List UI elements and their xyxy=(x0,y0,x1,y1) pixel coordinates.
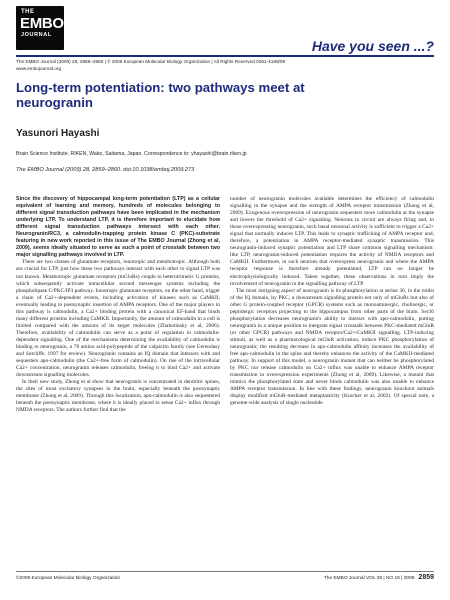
citation-line: The EMBO Journal (2009) 28, 2859–2860 | © 2009 European Molecular Biology Organization | All Rights Reserved 0261-4189/09 xyxy=(16,59,286,64)
body-column-right xyxy=(230,196,434,407)
article-title: Long-term potentiation: two pathways meet at neurogranin xyxy=(16,80,305,110)
page-number: 2859 xyxy=(418,574,434,581)
body-paragraph: The most intriguing aspect of neurogranin is its phosphorylation at serine 36, in the midst of the IQ domain, by PKC, a downstream signalling protein not only of mGluRs but also of other G protein-coupled receptor (GPCR) systems such as monoaminergic, cholinergic, or peptidergic receptors projecting to the hippocampus from other parts of the brain. Ser36 phosphorylation decreases neurogranin's ability to interact with apo-calmodulin, putting neurogranin in a unique position to integrate signal crosstalk between PKC-mediated mGluR (or other GPCR) pathways and NMDA receptor/Ca2+/CaMKII signalling. LTP-inducing stimuli, as well as a pharmacological mGluR activation, induce PKC phosphorylation of neurogranin; the resulting decrease in apo-calmodulin affinity increases the availability of free apo-calmodulin in the spine and thereby enhances the activity of the CaMKII-mediated pathway. In support of this model, a neurogranin mutant that can neither be phosphorylated by PKC nor release calmodulin on Ca2+ influx was unable to enhance AMPA receptor transmission in overexpression experiments (Zhong et al, 2009). Likewise, a mutant that mimics the phosphorylated state and never binds calmodulin was also unable to enhance AMPA receptor transmission. In line with these findings, neurogranin knockout animals display modified mGluR-mediated metaplasticity (Krucker et al, 2002). Of special note, a genome-wide analysis of single nucleotide xyxy=(230,287,434,407)
footer-copyright: ©2009 European Molecular Biology Organization xyxy=(16,576,121,581)
body-paragraph: In their new study, Zhong et al show that neurogranin is concentrated in dendritic spines, the sites of most excitatory synapses in the brain, especially beneath the postsynaptic membrane (Zhong et al, 2009). Through this localization, apo-calmodulin is also sequestered beneath the postsynaptic membrane, where it is ideally placed to sense Ca2+ influx through NMDA receptors. The authors further find that the xyxy=(16,379,220,414)
article-author: Yasunori Hayashi xyxy=(16,128,100,139)
section-banner: Have you seen ...? xyxy=(311,38,434,54)
body-column-left xyxy=(16,196,220,414)
logo-line-1: THE xyxy=(21,9,35,15)
journal-logo xyxy=(16,6,64,50)
logo-line-3: JOURNAL xyxy=(21,32,52,38)
journal-reference: The EMBO Journal (2009) 28, 2859–2860. doi:10.1038/emboj.2009.273 xyxy=(16,167,195,173)
journal-url[interactable]: www.embojournal.org xyxy=(16,66,62,71)
footer-issue xyxy=(324,574,434,581)
header-rule xyxy=(16,55,434,57)
body-paragraph: There are two classes of glutamate receptors, ionotropic and metabotropic. Although both are crucial for LTP, just how these two pathways interact with each other to signal LTP was not known. Metabotropic glutamate receptors (mGluRs) couple to heterotrimeric G proteins, which subsequently activate intracellular second messenger systems including the phospholipase C/PKC/IP3 pathway. Ionotropic glutamate receptors, on the other hand, trigger a chain of Ca2+-dependent events, including activation of kinases such as CaMKII, eventually leading to postsynaptic insertion of AMPA receptors. One of the major players in this pathway is calmodulin, a Ca2+ binding protein with a canonical EF-hand that binds many different proteins including CaMKII. Importantly, the amount of calmodulin in a cell is limited compared with the amount of its target molecules (Zhabotinsky et al, 2006). Therefore, availability of calmodulin can serve as a point of regulation in calmodulin-dependent signalling. One of the mechanisms determining the availability of calmodulin is binding to neurogranin, a 78 amino acid-polypeptide of the calpactin family (see Gerendasy and Sutcliffe, 1997 for review). Neurogranin contains an IQ domain that interacts with and sequesters apo-calmodulin (the Ca2+-free form of calmodulin). On rise of the intracellular Ca2+ concentration, neurogranin releases calmodulin, freeing it to bind Ca2+ and activate downstream signalling molecules. xyxy=(16,259,220,379)
lead-paragraph: Since the discovery of hippocampal long-term potentiation (LTP) as a cellular equivalent of learning and memory, hundreds of molecules belonging to different signal transduction pathways have been implicated in the mechanism underlying LTP. To understand LTP, it is therefore important to elucidate how different signal transduction pathways intersect with each other. Neurogranin/RC3, a calmodulin-trapping protein kinase C (PKC)-substrate featuring in new work reported in this issue of The EMBO Journal (Zhong et al, 2009), seems ideally situated to serve as such a point of crosstalk between two major signalling pathways involved in LTP. xyxy=(16,196,220,259)
footer-issue-text: The EMBO Journal VOL 28 | NO 19 | 2009 xyxy=(323,576,415,581)
footer-rule xyxy=(16,571,434,572)
logo-line-2: EMBO xyxy=(20,15,64,32)
body-paragraph: number of neurogranin molecules available determines the efficiency of calmodulin signalling in the synapse and the strength of AMPA receptor transmission (Zhong et al, 2009). Exogenous overexpression of neurogranin sequesters more calmodulin at the synapse and lowers the threshold of Ca2+ signalling. Neurons in circuit are always firing and, in those overexpressing neurogranin, such basal neuronal activity is sufficient to trigger a Ca2+ signal that normally induces LTP. This leads to synaptic trafficking of AMPA receptor and, therefore, a potentiation in AMPA receptor-mediated synaptic transmission. This neurogranin-induced synaptic potentiation and LTP share common signalling mechanism: like LTP, neurogranin-induced potentiation requires the activity of NMDA receptors and CaMKII. Furthermore, in such neurons that overexpress neurogranin and where the AMPA receptor response is therefore already potentiated, LTP can no longer be electrophysiologically induced. Taken together, these observations in turn imply the involvement of neurogranin in the signalling pathway of LTP. xyxy=(230,196,434,287)
author-affiliation: Brain Science Institute, RIKEN, Wako, Saitama, Japan. Correspondence to: yhayashi@brain.riken.jp xyxy=(16,151,247,157)
